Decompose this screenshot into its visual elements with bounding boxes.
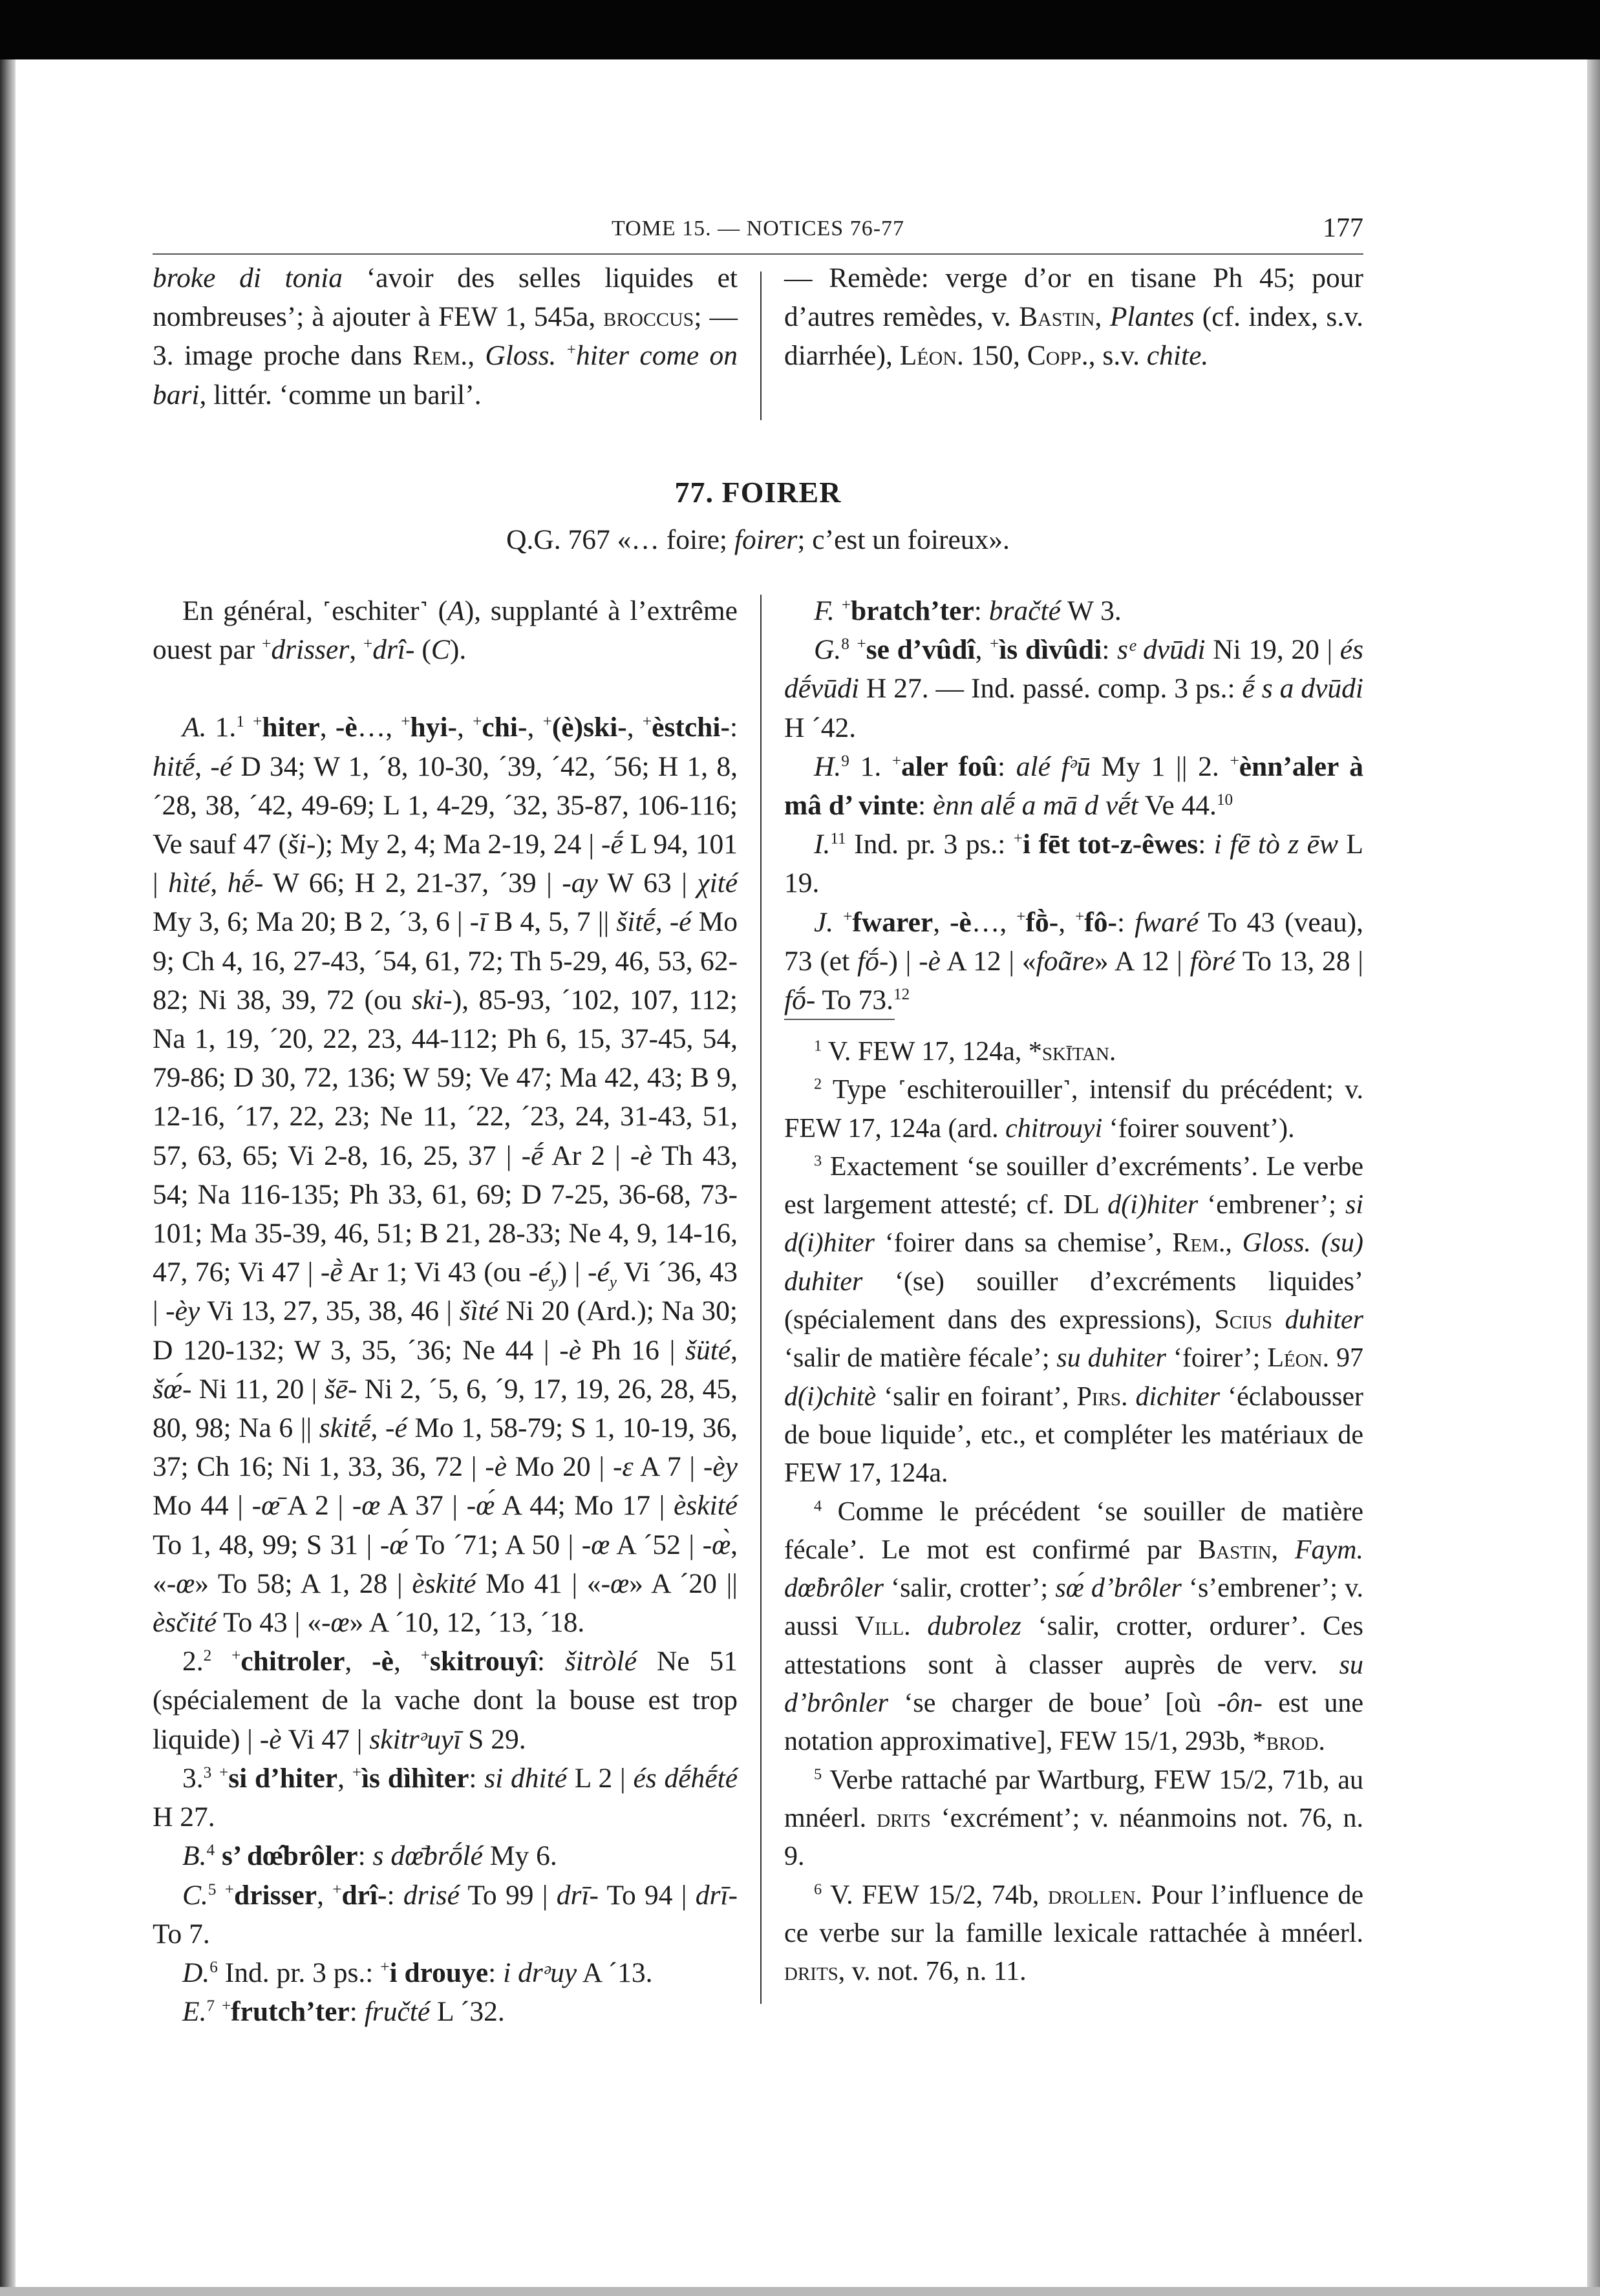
- notice-77-left-column: [153, 591, 738, 2031]
- page-number: 177: [1323, 213, 1363, 243]
- notice-76-end-right-text: — Remède: verge d’or en tisane Ph 45; pour d’autres remèdes, v. Bastin, Plantes (cf. index, s.v. diarrhée), Léon. 150, Copp., s.v. chite.: [784, 262, 1364, 372]
- scan-left-edge: [0, 59, 16, 2296]
- scan-bottom-edge: [0, 2287, 1600, 2296]
- paragraph: J. +fwarer, -è…, +fṑ-, +fô-: fwaré To 43 (veau), 73 (et fṓ-) | -è A 12 | «foãre» A 12 | fòré To 13, 28 | fṓ- To 73.12: [784, 906, 1364, 1016]
- running-head: [153, 213, 1363, 250]
- column-divider-top: [760, 271, 762, 420]
- paragraph: E.$^7$ +frutch’ter: fručté L ´32.: [182, 1996, 505, 2028]
- notice-76-end-left-text: broke di tonia ‘avoir des selles liquides et nombreuses’; à ajouter à FEW 1, 545a, broccus; — 3. image proche dans Rem., Gloss. +hiter come on bari, littér. ‘comme un baril’.: [153, 262, 738, 410]
- paragraph: G.$^8$ +se d’vûdî, +ìs dìvûdi: sᵉ dvūdi Ni 19, 20 | és dḗvūdi H 27. — Ind. passé. comp. 3 ps.: ḗ s a dvūdi H ´42.: [784, 634, 1364, 743]
- footnote: $^5$ Verbe rattaché par Wartburg, FEW 15/2, 71b, au mnéerl. drits ‘excrément’; v. néanmoins not. 76, n. 9.: [784, 1765, 1363, 1872]
- footnotes: [784, 1033, 1363, 1991]
- paragraph: B.$^4$ s’ dœ̂brôler: s dœ̄brṓlé My 6.: [182, 1840, 557, 1872]
- notice-76-end-left: [153, 259, 738, 414]
- header-rule: [153, 253, 1363, 255]
- paragraph: 2.$^2$ +chitroler, -è, +skitrouyî: šitròlé Ne 51 (spécialement de la vache dont la bouse est trop liquide) | -è Vi 47 | skitrᵊuyī S 29.: [153, 1646, 738, 1755]
- scan-top-border: [0, 0, 1600, 59]
- paragraph: 3.$^3$ +si d’hiter, +ìs dìhìter: si dhité L 2 | és dḗhḗté H 27.: [153, 1762, 738, 1833]
- paragraph: F. +bratch’ter: bračté W 3.: [814, 595, 1122, 626]
- column-divider-main: [760, 595, 762, 2004]
- paragraph: D.$^6$ Ind. pr. 3 ps.: +i drouye: i drᵊuy A ´13.: [182, 1957, 653, 1988]
- paragraph: A. 1.$^1$ +hiter, -è…, +hyi-, +chi-, +(è)ski-, +èstchi-: hitḗ, -é D 34; W 1, ´8, 10-30, ´39, ´42, ´56; H 1, 8, ´28, 38, ´42, 49-69; L 1, 4-29, ´32, 35-87, 106-116; Ve sauf 47 (ši-); My 2, 4; Ma 2-19, 24 | -ḗ L 94, 101 | hìté, hḗ- W 66; H 2, 21-37, ´39 | -ay W 63 | χité My 3, 6; Ma 20; B 2, ´3, 6 | -ī B 4, 5, 7 || šitḗ, -é Mo 9; Ch 4, 16, 27-43, ´54, 61, 72; Th 5-29, 46, 53, 62-82; Ni 38, 39, 72 (ou ski-), 85-93, ´102, 107, 112; Na 1, 19, ´20, 22, 23, 44-112; Ph 6, 15, 37-45, 54, 79-86; D 30, 72, 136; W 59; Ve 47; Ma 42, 43; B 9, 12-16, ´17, 22, 23; Ne 11, ´22, ´23, 24, 31-43, 51, 57, 63, 65; Vi 2-8, 16, 25, 37 | -ḗ Ar 2 | -è Th 43, 54; Na 116-135; Ph 33, 61, 69; D 7-25, 36-68, 73-101; Ma 35-39, 46, 51; B 21, 28-33; Ne 4, 9, 14-16, 47, 76; Vi 47 | -ḕ Ar 1; Vi 43 (ou $-é_y$) | $-é_y$ Vi ´36, 43 | -èy Vi 13, 27, 35, 38, 46 | šìté Ni 20 (Ard.); Na 30; D 120-132; W 3, 35, ´36; Ne 44 | -è Ph 16 | šüté, šœ́- Ni 11, 20 | šē- Ni 2, ´5, 6, ´9, 17, 19, 26, 28, 45, 80, 98; Na 6 || skitḗ, -é Mo 1, 58-79; S 1, 10-19, 36, 37; Ch 16; Ni 1, 33, 36, 72 | -è Mo 20 | -ɛ A 7 | -èy Mo 44 | -œ̄ A 2 | -œ A 37 | -œ́ A 44; Mo 17 | èskité To 1, 48, 99; S 31 | -œ́ To ´71; A 50 | -œ A ´52 | -œ̀, «-œ» To 58; A 1, 28 | èskité Mo 41 | «-œ» A ´20 || èsčité To 43 | «-œ» A ´10, 12, ´13, ´18.: [153, 712, 738, 1639]
- footnote: $^4$ Comme le précédent ‘se souiller de matière fécale’. Le mot est confirmé par Bastin, Faym. dœ̂brôler ‘salir, crotter’; sœ́ d’brôler ‘s’embrener’; v. aussi Vill. dubrolez ‘salir, crotter, ordurer’. Ces attestations sont à classer auprès de verv. su d’brônler ‘se charger de boue’ [où -ôn- est une notation approximative], FEW 15/1, 293b, *brod.: [784, 1496, 1364, 1757]
- scan-right-edge: [1587, 59, 1600, 2296]
- paragraph: I.$^{11}$ Ind. pr. 3 ps.: +i fēt tot-z-êwes: i fē tò z ēw L 19.: [784, 829, 1363, 899]
- notice-76-end-right: [784, 259, 1363, 376]
- footnote: $^2$ Type ˹eschiterouiller˺, intensif du précédent; v. FEW 17, 124a (ard. chitrouyi ‘foirer souvent’).: [784, 1075, 1363, 1143]
- notice-heading: 77. FOIRER: [674, 476, 842, 509]
- paragraph: H.$^9$ 1. +aler foû: alé fᵊū My 1 || 2. +ènn’aler à mâ d’ vinte: ènn alḗ a mā d vḗt Ve 44.10: [784, 750, 1364, 822]
- paragraph: C.$^5$ +drisser, +drî-: drisé To 99 | drī- To 94 | drī- To 7.: [153, 1879, 738, 1950]
- footnote: $^3$ Exactement ‘se souiller d’excréments’. Le verbe est largement attesté; cf. DL d(i)hiter ‘embrener’; si d(i)hiter ‘foirer dans sa chemise’, Rem., Gloss. (su) duhiter ‘(se) souiller d’excréments liquides’ (spécialement dans des expressions), Scius duhiter ‘salir de matière fécale’; su duhiter ‘foirer’; Léon. 97 d(i)chitè ‘salir en foirant’, Pirs. dichiter ‘éclabousser de boue liquide’, etc., et compléter les matériaux de FEW 17, 124a.: [784, 1151, 1363, 1489]
- questionnaire-reference: Q.G. 767 «… foire; foirer; c’est un foireux».: [506, 524, 1010, 555]
- notice-77-right-column: [784, 591, 1363, 1019]
- running-head-title: TOME 15. — NOTICES 76-77: [611, 217, 905, 240]
- footnote: $^6$ V. FEW 15/2, 74b, drollen. Pour l’influence de ce verbe sur la famille lexicale rattachée à mnéerl. drits, v. not. 76, n. 11.: [784, 1880, 1363, 1987]
- paragraph: En général, ˹eschiter˺ (A), supplanté à l’extrême ouest par +drisser, +drî- (C).: [153, 595, 738, 666]
- footnote: $^1$ V. FEW 17, 124a, *skītan.: [814, 1037, 1116, 1067]
- footnote-rule: [784, 1019, 895, 1020]
